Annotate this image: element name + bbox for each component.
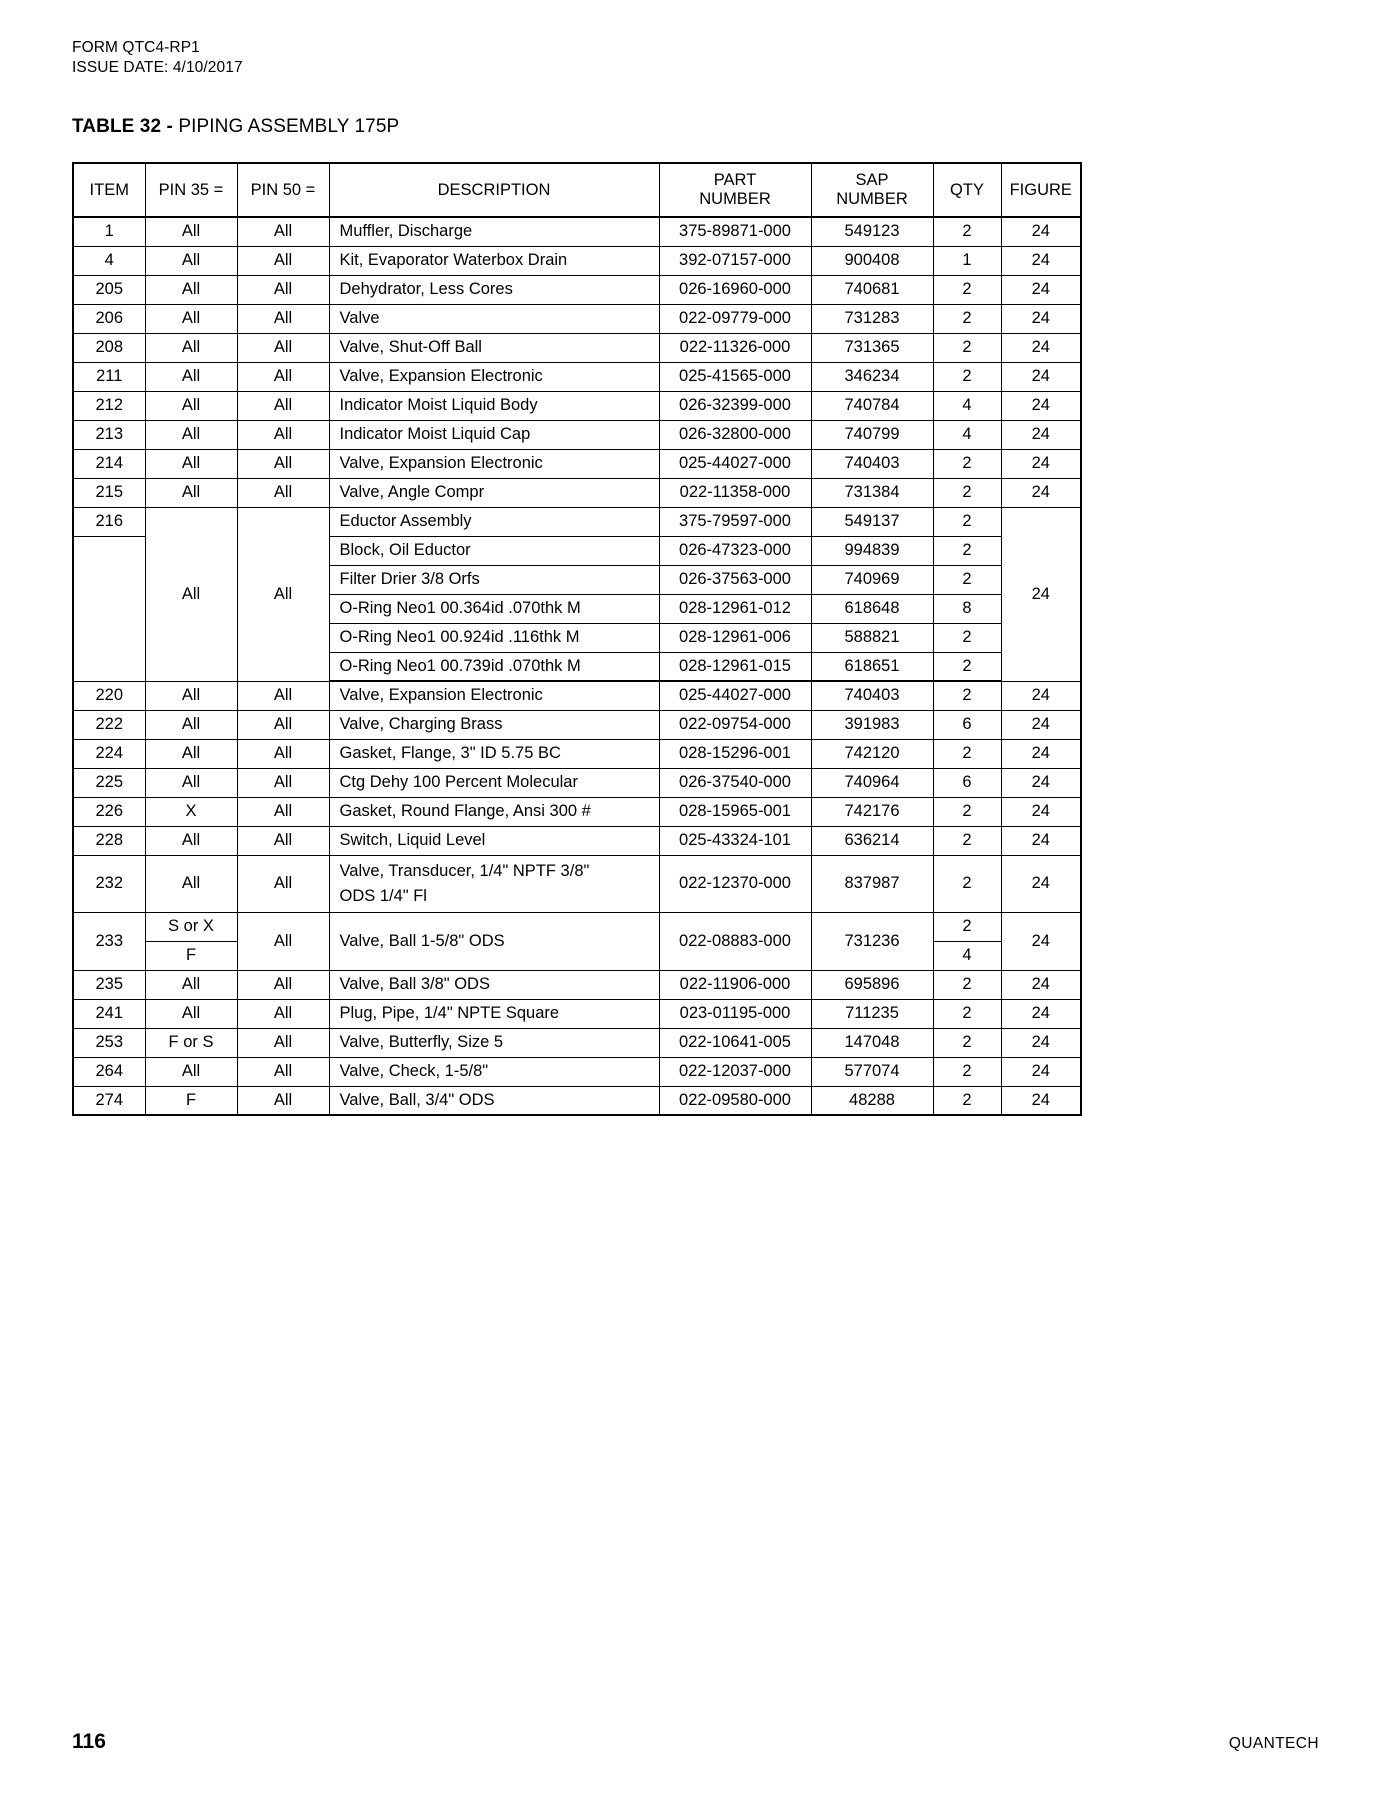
cell-part-number: 025-44027-000 (659, 449, 811, 478)
cell-description: Valve, Charging Brass (329, 710, 659, 739)
cell-description (329, 855, 659, 912)
cell-pin35: X (145, 797, 237, 826)
cell-sap-number: 731236 (811, 912, 933, 970)
cell-pin35: All (145, 1057, 237, 1086)
cell-item: 208 (73, 333, 145, 362)
cell-figure: 24 (1001, 855, 1081, 912)
cell-part-number: 022-10641-005 (659, 1028, 811, 1057)
cell-figure: 24 (1001, 999, 1081, 1028)
cell-pin50: All (237, 912, 329, 970)
cell-qty: 2 (933, 362, 1001, 391)
cell-item: 214 (73, 449, 145, 478)
cell-description: Valve, Ball 1-5/8" ODS (329, 912, 659, 970)
table-row (73, 1057, 1081, 1086)
cell-part-number: 025-43324-101 (659, 826, 811, 855)
cell-sap-number: 837987 (811, 855, 933, 912)
cell-item: 206 (73, 304, 145, 333)
parts-table (72, 162, 1082, 1116)
page-footer (72, 1730, 1319, 1754)
cell-part-number: 028-12961-012 (659, 594, 811, 623)
cell-pin35-split (145, 912, 237, 970)
cell-item: 213 (73, 420, 145, 449)
cell-figure: 24 (1001, 739, 1081, 768)
cell-sap-number: 588821 (811, 623, 933, 652)
table-row (73, 246, 1081, 275)
table-row (73, 826, 1081, 855)
cell-figure: 24 (1001, 333, 1081, 362)
cell-sap-number: 731283 (811, 304, 933, 333)
cell-description: Valve, Ball 3/8" ODS (329, 970, 659, 999)
cell-figure: 24 (1001, 217, 1081, 246)
cell-sap-number: 742176 (811, 797, 933, 826)
cell-sap-number: 695896 (811, 970, 933, 999)
cell-item: 225 (73, 768, 145, 797)
cell-pin50: All (237, 304, 329, 333)
column-header-pin35: PIN 35 = (145, 163, 237, 217)
column-header-sap-number (811, 163, 933, 217)
cell-sap-number: 900408 (811, 246, 933, 275)
cell-pin35: All (145, 507, 237, 681)
table-row (73, 217, 1081, 246)
column-header-description: DESCRIPTION (329, 163, 659, 217)
cell-description: Indicator Moist Liquid Cap (329, 420, 659, 449)
cell-figure: 24 (1001, 710, 1081, 739)
cell-pin50: All (237, 246, 329, 275)
cell-figure: 24 (1001, 478, 1081, 507)
cell-description: Gasket, Flange, 3" ID 5.75 BC (329, 739, 659, 768)
cell-qty: 2 (933, 970, 1001, 999)
cell-pin35: F (145, 1086, 237, 1115)
cell-pin35: All (145, 246, 237, 275)
table-row-233 (73, 912, 1081, 970)
cell-pin50: All (237, 362, 329, 391)
column-header-part-number (659, 163, 811, 217)
cell-figure: 24 (1001, 768, 1081, 797)
cell-sap-number: 731365 (811, 333, 933, 362)
table-row (73, 420, 1081, 449)
cell-part-number: 023-01195-000 (659, 999, 811, 1028)
cell-qty-top: 2 (934, 913, 1001, 942)
cell-description: Dehydrator, Less Cores (329, 275, 659, 304)
cell-figure: 24 (1001, 420, 1081, 449)
cell-item: 222 (73, 710, 145, 739)
cell-part-number: 022-08883-000 (659, 912, 811, 970)
table-row (73, 970, 1081, 999)
table-title (72, 116, 1319, 138)
cell-qty: 4 (933, 420, 1001, 449)
cell-qty-split (933, 912, 1001, 970)
cell-part-number: 028-12961-006 (659, 623, 811, 652)
cell-description: Valve, Angle Compr (329, 478, 659, 507)
cell-figure: 24 (1001, 304, 1081, 333)
cell-qty: 2 (933, 449, 1001, 478)
cell-figure: 24 (1001, 826, 1081, 855)
cell-description: Valve, Expansion Electronic (329, 681, 659, 710)
cell-pin50: All (237, 449, 329, 478)
column-header-part-line2: NUMBER (699, 190, 771, 208)
cell-description: Valve (329, 304, 659, 333)
cell-pin35-bottom: F (185, 946, 197, 964)
cell-item: 274 (73, 1086, 145, 1115)
table-row (73, 449, 1081, 478)
table-row (73, 333, 1081, 362)
cell-pin35: All (145, 970, 237, 999)
cell-qty: 2 (933, 855, 1001, 912)
cell-pin35: All (145, 999, 237, 1028)
cell-description: Valve, Expansion Electronic (329, 362, 659, 391)
table-row (73, 1028, 1081, 1057)
cell-pin35: All (145, 710, 237, 739)
cell-figure: 24 (1001, 797, 1081, 826)
table-row (73, 391, 1081, 420)
cell-item: 253 (73, 1028, 145, 1057)
cell-sap-number: 48288 (811, 1086, 933, 1115)
cell-part-number: 022-09580-000 (659, 1086, 811, 1115)
cell-figure: 24 (1001, 970, 1081, 999)
table-row-group-216 (73, 507, 1081, 536)
cell-part-number: 022-11358-000 (659, 478, 811, 507)
cell-item: 228 (73, 826, 145, 855)
cell-qty: 2 (933, 826, 1001, 855)
table-row (73, 362, 1081, 391)
cell-part-number: 026-37563-000 (659, 565, 811, 594)
cell-figure: 24 (1001, 362, 1081, 391)
cell-sap-number: 740403 (811, 449, 933, 478)
cell-pin50: All (237, 768, 329, 797)
cell-pin35: All (145, 217, 237, 246)
cell-item: 264 (73, 1057, 145, 1086)
cell-description: Switch, Liquid Level (329, 826, 659, 855)
cell-part-number: 026-32399-000 (659, 391, 811, 420)
table-row (73, 739, 1081, 768)
table-row (73, 1086, 1081, 1115)
cell-sap-number: 618648 (811, 594, 933, 623)
cell-qty: 2 (933, 652, 1001, 681)
cell-qty: 2 (933, 275, 1001, 304)
cell-part-number: 026-16960-000 (659, 275, 811, 304)
cell-pin50: All (237, 391, 329, 420)
cell-pin35: All (145, 826, 237, 855)
cell-sap-number: 731384 (811, 478, 933, 507)
cell-part-number: 028-15965-001 (659, 797, 811, 826)
cell-sap-number: 391983 (811, 710, 933, 739)
cell-part-number: 026-37540-000 (659, 768, 811, 797)
cell-qty: 2 (933, 739, 1001, 768)
cell-part-number: 022-11326-000 (659, 333, 811, 362)
table-row-232 (73, 855, 1081, 912)
cell-pin50: All (237, 826, 329, 855)
cell-sap-number: 740403 (811, 681, 933, 710)
cell-figure: 24 (1001, 275, 1081, 304)
cell-pin35: All (145, 304, 237, 333)
cell-item: 220 (73, 681, 145, 710)
cell-item: 235 (73, 970, 145, 999)
cell-qty: 2 (933, 623, 1001, 652)
cell-qty: 2 (933, 999, 1001, 1028)
issue-date: ISSUE DATE: 4/10/2017 (72, 59, 243, 76)
cell-pin50: All (237, 1057, 329, 1086)
column-header-figure: FIGURE (1001, 163, 1081, 217)
cell-qty: 4 (933, 391, 1001, 420)
cell-figure: 24 (1001, 1057, 1081, 1086)
cell-description-line1: Valve, Transducer, 1/4" NPTF 3/8" (339, 861, 590, 880)
cell-part-number: 022-12037-000 (659, 1057, 811, 1086)
cell-pin35: All (145, 275, 237, 304)
cell-sap-number: 549137 (811, 507, 933, 536)
cell-pin35: All (145, 768, 237, 797)
cell-pin50: All (237, 275, 329, 304)
cell-sap-number: 994839 (811, 536, 933, 565)
cell-figure: 24 (1001, 681, 1081, 710)
cell-sap-number: 740969 (811, 565, 933, 594)
cell-sap-number: 742120 (811, 739, 933, 768)
cell-sap-number: 549123 (811, 217, 933, 246)
cell-description: Valve, Check, 1-5/8" (329, 1057, 659, 1086)
cell-description: Valve, Shut-Off Ball (329, 333, 659, 362)
cell-description: Ctg Dehy 100 Percent Molecular (329, 768, 659, 797)
cell-pin50: All (237, 999, 329, 1028)
cell-pin50: All (237, 478, 329, 507)
cell-description-line2: ODS 1/4" Fl (339, 886, 427, 905)
cell-part-number: 026-32800-000 (659, 420, 811, 449)
cell-description: Block, Oil Eductor (329, 536, 659, 565)
cell-figure: 24 (1001, 449, 1081, 478)
cell-pin50: All (237, 1028, 329, 1057)
cell-description: Valve, Expansion Electronic (329, 449, 659, 478)
cell-qty: 2 (933, 478, 1001, 507)
form-number: FORM QTC4-RP1 (72, 39, 200, 56)
cell-qty: 2 (933, 1057, 1001, 1086)
table-title-label: TABLE 32 - (72, 116, 173, 137)
cell-qty: 2 (933, 507, 1001, 536)
table-row (73, 710, 1081, 739)
cell-qty: 6 (933, 768, 1001, 797)
cell-qty: 6 (933, 710, 1001, 739)
cell-qty: 1 (933, 246, 1001, 275)
table-title-name: PIPING ASSEMBLY 175P (178, 116, 400, 137)
cell-qty: 2 (933, 797, 1001, 826)
table-row (73, 797, 1081, 826)
cell-pin35: All (145, 478, 237, 507)
cell-pin50: All (237, 970, 329, 999)
table-header-row (73, 163, 1081, 217)
cell-part-number: 028-12961-015 (659, 652, 811, 681)
cell-figure: 24 (1001, 1028, 1081, 1057)
cell-sap-number: 346234 (811, 362, 933, 391)
cell-qty: 2 (933, 536, 1001, 565)
cell-item: 211 (73, 362, 145, 391)
cell-sap-number: 740799 (811, 420, 933, 449)
cell-qty: 2 (933, 1086, 1001, 1115)
cell-sap-number: 636214 (811, 826, 933, 855)
cell-part-number: 022-09779-000 (659, 304, 811, 333)
cell-description: Muffler, Discharge (329, 217, 659, 246)
cell-pin35: All (145, 449, 237, 478)
document-header (72, 38, 1319, 78)
cell-qty: 2 (933, 565, 1001, 594)
cell-part-number: 375-89871-000 (659, 217, 811, 246)
cell-description: Valve, Ball, 3/4" ODS (329, 1086, 659, 1115)
cell-description: Filter Drier 3/8 Orfs (329, 565, 659, 594)
cell-pin50: All (237, 797, 329, 826)
cell-pin35: All (145, 420, 237, 449)
cell-pin50: All (237, 420, 329, 449)
cell-item: 224 (73, 739, 145, 768)
cell-sap-number: 618651 (811, 652, 933, 681)
column-header-part-line1: PART (713, 171, 757, 189)
cell-figure: 24 (1001, 1086, 1081, 1115)
cell-item-empty (73, 536, 145, 681)
cell-item: 4 (73, 246, 145, 275)
cell-description: O-Ring Neo1 00.924id .116thk M (329, 623, 659, 652)
column-header-pin50: PIN 50 = (237, 163, 329, 217)
column-header-qty: QTY (933, 163, 1001, 217)
cell-description: Indicator Moist Liquid Body (329, 391, 659, 420)
parts-table-body (73, 217, 1081, 1115)
cell-pin50: All (237, 710, 329, 739)
cell-pin35-top: S or X (146, 913, 237, 942)
cell-description: O-Ring Neo1 00.739id .070thk M (329, 652, 659, 681)
cell-pin50: All (237, 739, 329, 768)
cell-item: 241 (73, 999, 145, 1028)
cell-part-number: 022-12370-000 (659, 855, 811, 912)
cell-item: 216 (73, 507, 145, 536)
table-row (73, 999, 1081, 1028)
cell-sap-number: 740784 (811, 391, 933, 420)
cell-description: Eductor Assembly (329, 507, 659, 536)
cell-part-number: 375-79597-000 (659, 507, 811, 536)
cell-pin50: All (237, 855, 329, 912)
cell-qty-bottom: 4 (962, 946, 972, 964)
cell-pin35: All (145, 739, 237, 768)
cell-sap-number: 740964 (811, 768, 933, 797)
cell-part-number: 025-41565-000 (659, 362, 811, 391)
cell-qty: 2 (933, 304, 1001, 333)
cell-item: 205 (73, 275, 145, 304)
cell-pin35: All (145, 333, 237, 362)
cell-item: 232 (73, 855, 145, 912)
cell-figure: 24 (1001, 391, 1081, 420)
cell-pin35: All (145, 855, 237, 912)
table-row (73, 275, 1081, 304)
cell-part-number: 392-07157-000 (659, 246, 811, 275)
cell-part-number: 028-15296-001 (659, 739, 811, 768)
cell-pin50: All (237, 1086, 329, 1115)
table-row (73, 304, 1081, 333)
page-number: 116 (72, 1730, 106, 1753)
cell-sap-number: 577074 (811, 1057, 933, 1086)
cell-pin35: All (145, 681, 237, 710)
cell-qty: 2 (933, 681, 1001, 710)
cell-sap-number: 711235 (811, 999, 933, 1028)
cell-qty: 8 (933, 594, 1001, 623)
cell-qty: 2 (933, 217, 1001, 246)
column-header-sap-line2: NUMBER (836, 190, 908, 208)
brand-name: QUANTECH (1228, 1735, 1319, 1752)
cell-description: Valve, Butterfly, Size 5 (329, 1028, 659, 1057)
column-header-item: ITEM (73, 163, 145, 217)
cell-item: 212 (73, 391, 145, 420)
column-header-sap-line1: SAP (855, 171, 889, 189)
cell-qty: 2 (933, 1028, 1001, 1057)
cell-description: Kit, Evaporator Waterbox Drain (329, 246, 659, 275)
cell-pin50: All (237, 681, 329, 710)
cell-figure: 24 (1001, 912, 1081, 970)
cell-item: 226 (73, 797, 145, 826)
cell-part-number: 025-44027-000 (659, 681, 811, 710)
cell-figure: 24 (1001, 507, 1081, 681)
cell-pin35: All (145, 362, 237, 391)
cell-qty: 2 (933, 333, 1001, 362)
cell-sap-number: 740681 (811, 275, 933, 304)
cell-item: 1 (73, 217, 145, 246)
cell-description: Gasket, Round Flange, Ansi 300 # (329, 797, 659, 826)
cell-part-number: 022-11906-000 (659, 970, 811, 999)
cell-pin50: All (237, 507, 329, 681)
table-row (73, 768, 1081, 797)
cell-sap-number: 147048 (811, 1028, 933, 1057)
cell-item: 233 (73, 912, 145, 970)
cell-part-number: 022-09754-000 (659, 710, 811, 739)
table-row (73, 478, 1081, 507)
cell-figure: 24 (1001, 246, 1081, 275)
cell-part-number: 026-47323-000 (659, 536, 811, 565)
cell-pin50: All (237, 217, 329, 246)
table-row (73, 681, 1081, 710)
cell-description: O-Ring Neo1 00.364id .070thk M (329, 594, 659, 623)
cell-pin35: All (145, 391, 237, 420)
cell-item: 215 (73, 478, 145, 507)
cell-pin35: F or S (145, 1028, 237, 1057)
cell-description: Plug, Pipe, 1/4" NPTE Square (329, 999, 659, 1028)
cell-pin50: All (237, 333, 329, 362)
